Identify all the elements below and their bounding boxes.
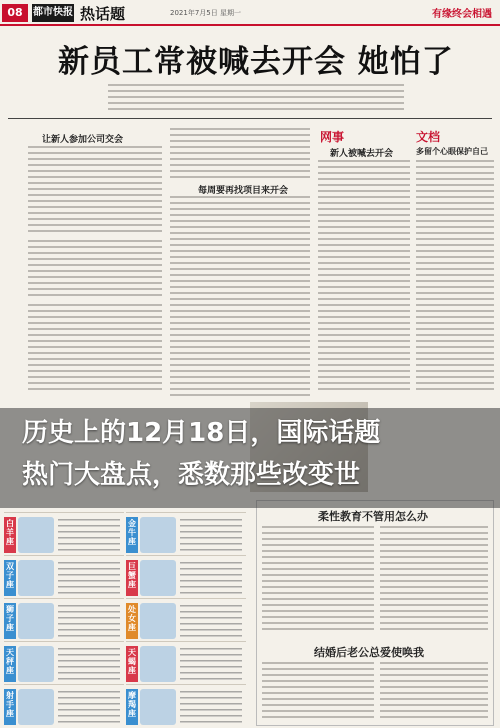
horoscope-cell [126, 641, 246, 685]
wendang-text [416, 160, 494, 390]
horoscope-cell [126, 684, 246, 728]
left-column-text-2 [28, 240, 162, 300]
horoscope-cell [126, 598, 246, 642]
middle-column-subtitle: 每周要再找项目来开会 [198, 186, 289, 196]
date-line: 2021年7月5日 星期一 [170, 9, 241, 17]
horoscope-text [58, 648, 120, 682]
article1-text-left [262, 526, 374, 630]
horoscope-cell [126, 512, 246, 556]
zodiac-icon [18, 689, 54, 725]
article1-title: 柔性教育不管用怎么办 [318, 510, 428, 523]
headline-divider [8, 118, 492, 119]
horoscope-sign-label: 射手座 [4, 689, 16, 725]
horoscope-sign-label: 金牛座 [126, 517, 138, 553]
horoscope-text [180, 648, 242, 682]
horoscope-text [58, 691, 120, 725]
horoscope-sign-label: 处女座 [126, 603, 138, 639]
masthead [0, 0, 500, 26]
horoscope-cell [4, 598, 124, 642]
zodiac-icon [140, 517, 176, 553]
wendang-title: 多留个心眼保护自己 [416, 146, 488, 156]
horoscope-cell [4, 641, 124, 685]
zodiac-icon [18, 517, 54, 553]
horoscope-column [0, 512, 245, 728]
horoscope-text [180, 691, 242, 725]
left-column-title: 让新人参加公司交会 [42, 135, 124, 145]
overlay-title-line1: 历史上的12月18日，国际话题 [22, 418, 381, 448]
horoscope-sign-label: 摩羯座 [126, 689, 138, 725]
horoscope-cell [4, 555, 124, 599]
overlay-title-line2: 热门大盘点，悉数那些改变世 [22, 460, 361, 490]
zodiac-icon [140, 560, 176, 596]
horoscope-sign-label: 天蝎座 [126, 646, 138, 682]
horoscope-cell [4, 684, 124, 728]
middle-column-text [170, 128, 310, 178]
horoscope-sign-label: 狮子座 [4, 603, 16, 639]
wangshi-text [318, 160, 410, 390]
tag-wangshi: 网事 [320, 130, 345, 144]
horoscope-sign-label: 双子座 [4, 560, 16, 596]
horoscope-sign-label: 白羊座 [4, 517, 16, 553]
zodiac-icon [18, 560, 54, 596]
horoscope-text [58, 605, 120, 639]
issue-number: 08 [2, 4, 28, 22]
horoscope-text [180, 519, 242, 553]
article2-title: 结婚后老公总爱使唤我 [314, 646, 424, 659]
zodiac-icon [140, 646, 176, 682]
wangshi-title: 新人被喊去开会 [330, 149, 394, 159]
horoscope-text [180, 605, 242, 639]
article1-text-right [380, 526, 488, 630]
middle-column-text-2 [170, 196, 310, 396]
overlay-title[interactable] [22, 412, 492, 496]
horoscope-cell [126, 555, 246, 599]
article2-text-right [380, 662, 488, 722]
masthead-right-slogan: 有缘终会相遇 [432, 9, 492, 20]
horoscope-text [58, 562, 120, 596]
page-headline: 新员工常被喊去开会 她怕了 [58, 44, 454, 80]
horoscope-sign-label: 天秤座 [4, 646, 16, 682]
section-name: 热话题 [80, 5, 126, 23]
paper-logo: 都市快报 [32, 4, 74, 22]
horoscope-cell [4, 512, 124, 556]
zodiac-icon [18, 603, 54, 639]
article2-text-left [262, 662, 374, 722]
zodiac-icon [140, 603, 176, 639]
lead-paragraph [108, 84, 404, 112]
horoscope-text [180, 562, 242, 596]
zodiac-icon [140, 689, 176, 725]
zodiac-icon [18, 646, 54, 682]
tag-wendang: 文档 [416, 130, 441, 144]
left-column-text [28, 146, 162, 236]
horoscope-sign-label: 巨蟹座 [126, 560, 138, 596]
horoscope-text [58, 519, 120, 553]
left-column-text-3 [28, 304, 162, 394]
